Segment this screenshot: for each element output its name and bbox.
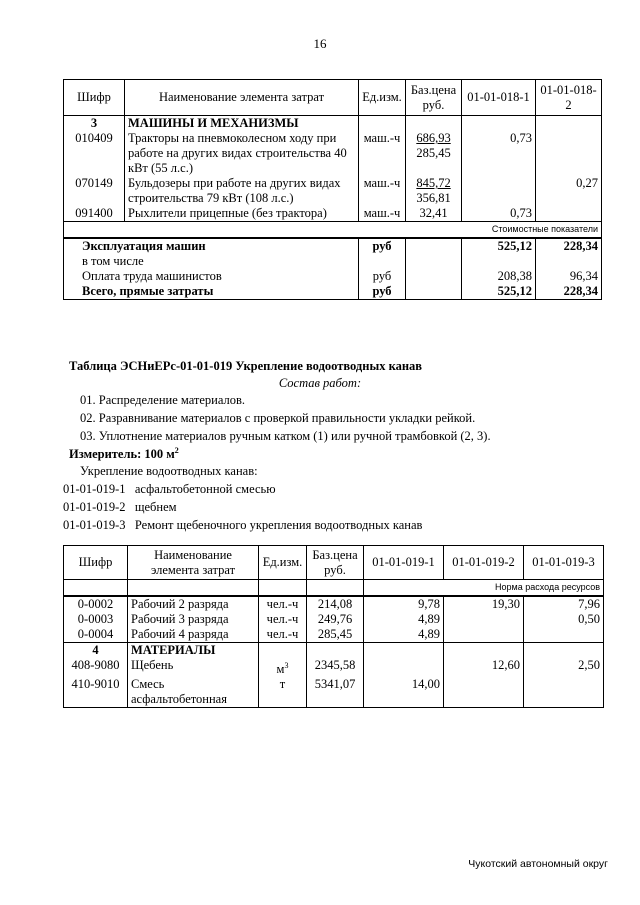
table-header-row	[64, 80, 602, 116]
variant-item: 01-01-019-3 Ремонт щебеночного укрепления водоотводных канав	[63, 518, 423, 532]
row-code: 010409	[64, 131, 125, 176]
summary-unit: руб	[359, 284, 406, 300]
row-price: 845,72 356,81	[406, 176, 462, 206]
summary-unit: руб	[359, 269, 406, 284]
work-item: 03. Уплотнение материалов ручным катком (1) или ручной трамбовкой (2, 3).	[80, 429, 491, 443]
row-price: 686,93 285,45	[406, 131, 462, 176]
summary-value-2: 96,34	[536, 269, 602, 284]
section-number: 4	[64, 643, 128, 659]
table-header-row	[64, 546, 604, 580]
row-value-2	[536, 206, 602, 222]
row-unit: $м^3$	[259, 658, 307, 677]
row-price: 32,41	[406, 206, 462, 222]
work-item: 01. Распределение материалов.	[80, 393, 246, 407]
row-value-1: 14,00	[364, 677, 444, 708]
resources-table	[63, 545, 604, 708]
row-value-3	[524, 677, 604, 708]
header-price: Баз.цена руб.	[406, 80, 462, 116]
row-price: 214,08	[307, 596, 364, 612]
row-price: 2345,58	[307, 658, 364, 677]
header-col-1: 01-01-019-1	[364, 546, 444, 580]
row-value-3: 2,50	[524, 658, 604, 677]
row-value-1: 0,73	[462, 206, 536, 222]
norm-row	[64, 580, 604, 597]
header-unit: Ед.изм.	[359, 80, 406, 116]
row-name: Смесь асфальтобетонная	[128, 677, 259, 708]
header-code: Шифр	[64, 80, 125, 116]
row-value-2	[536, 131, 602, 176]
table-row	[64, 677, 604, 708]
header-col-2: 01-01-018-2	[536, 80, 602, 116]
row-unit: маш.-ч	[359, 176, 406, 206]
row-price: 285,45	[307, 627, 364, 643]
row-name: Рабочий 2 разряда	[128, 596, 259, 612]
row-value-2: 19,30	[444, 596, 524, 612]
section-title: МАШИНЫ И МЕХАНИЗМЫ	[125, 116, 359, 132]
row-unit: т	[259, 677, 307, 708]
page-number: 16	[313, 36, 327, 51]
row-value-3: 7,96	[524, 596, 604, 612]
table-row	[64, 658, 604, 677]
row-value-1: 4,89	[364, 612, 444, 627]
row-value-1	[364, 658, 444, 677]
machines-table	[63, 79, 602, 300]
section-row	[64, 643, 604, 659]
header-col-3: 01-01-019-3	[524, 546, 604, 580]
header-unit: Ед.изм.	[259, 546, 307, 580]
row-value-2	[444, 677, 524, 708]
row-code: 410-9010	[64, 677, 128, 708]
row-value-2: 12,60	[444, 658, 524, 677]
summary-value-1: 525,12	[462, 284, 536, 300]
row-value-1: 0,73	[462, 131, 536, 176]
table-row	[64, 206, 602, 222]
summary-name: Всего, прямые затраты	[64, 284, 359, 300]
row-value-2	[444, 612, 524, 627]
works-title: Состав работ:	[278, 376, 362, 390]
row-name: Рабочий 3 разряда	[128, 612, 259, 627]
row-value-3: 0,50	[524, 612, 604, 627]
summary-value-1: 208,38	[462, 269, 536, 284]
row-value-1: 4,89	[364, 627, 444, 643]
row-code: 0-0002	[64, 596, 128, 612]
summary-row	[64, 284, 602, 300]
row-price: 5341,07	[307, 677, 364, 708]
summary-name: Эксплуатация машин	[64, 238, 359, 254]
header-col-1: 01-01-018-1	[462, 80, 536, 116]
table-row	[64, 612, 604, 627]
header-code: Шифр	[64, 546, 128, 580]
row-code: 408-9080	[64, 658, 128, 677]
table-row	[64, 596, 604, 612]
row-value-2: 0,27	[536, 176, 602, 206]
footer-region: Чукотский автономный округ	[468, 858, 608, 870]
row-name: Рыхлители прицепные (без трактора)	[125, 206, 359, 222]
header-col-2: 01-01-019-2	[444, 546, 524, 580]
section-number: 3	[64, 116, 125, 132]
table-row	[64, 176, 602, 206]
row-value-3	[524, 627, 604, 643]
summary-row	[64, 238, 602, 254]
summary-row	[64, 254, 602, 269]
work-item: 02. Разравнивание материалов с проверкой правильности укладки рейкой.	[80, 411, 476, 425]
summary-name: в том числе	[64, 254, 359, 269]
row-name: Бульдозеры при работе на других видах строительства 79 кВт (108 л.с.)	[125, 176, 359, 206]
row-value-1	[462, 176, 536, 206]
header-name: Наименование элемента затрат	[128, 546, 259, 580]
indicator-label: Стоимостные показатели	[64, 222, 602, 239]
measure-label: Измеритель: 100 $м^2$	[69, 446, 179, 462]
row-code: 070149	[64, 176, 125, 206]
row-code: 091400	[64, 206, 125, 222]
variant-item: 01-01-019-2 щебнем	[63, 500, 177, 514]
header-price: Баз.цена руб.	[307, 546, 364, 580]
row-unit: маш.-ч	[359, 206, 406, 222]
row-unit: чел.-ч	[259, 596, 307, 612]
row-name: Тракторы на пневмоколесном ходу при работе на других видах строительства 40 кВт (55 л.с.)	[125, 131, 359, 176]
variant-item: 01-01-019-1 асфальтобетонной смесью	[63, 482, 276, 496]
summary-name: Оплата труда машинистов	[64, 269, 359, 284]
section-row	[64, 116, 602, 132]
table-title: Таблица ЭСНиЕРс-01-01-019 Укрепление водоотводных канав	[69, 359, 423, 373]
header-name: Наименование элемента затрат	[125, 80, 359, 116]
summary-unit: руб	[359, 238, 406, 254]
row-name: Рабочий 4 разряда	[128, 627, 259, 643]
summary-row	[64, 269, 602, 284]
summary-value-2: 228,34	[536, 284, 602, 300]
summary-value-1: 525,12	[462, 238, 536, 254]
row-code: 0-0004	[64, 627, 128, 643]
row-unit: маш.-ч	[359, 131, 406, 176]
table-row	[64, 131, 602, 176]
row-value-2	[444, 627, 524, 643]
row-unit: чел.-ч	[259, 612, 307, 627]
row-code: 0-0003	[64, 612, 128, 627]
indicator-row	[64, 222, 602, 239]
section-title: МАТЕРИАЛЫ	[128, 643, 259, 659]
row-value-1: 9,78	[364, 596, 444, 612]
row-price: 249,76	[307, 612, 364, 627]
norm-label: Норма расхода ресурсов	[364, 580, 604, 597]
subject-label: Укрепление водоотводных канав:	[80, 464, 258, 478]
table-row	[64, 627, 604, 643]
row-name: Щебень	[128, 658, 259, 677]
row-unit: чел.-ч	[259, 627, 307, 643]
summary-value-2: 228,34	[536, 238, 602, 254]
